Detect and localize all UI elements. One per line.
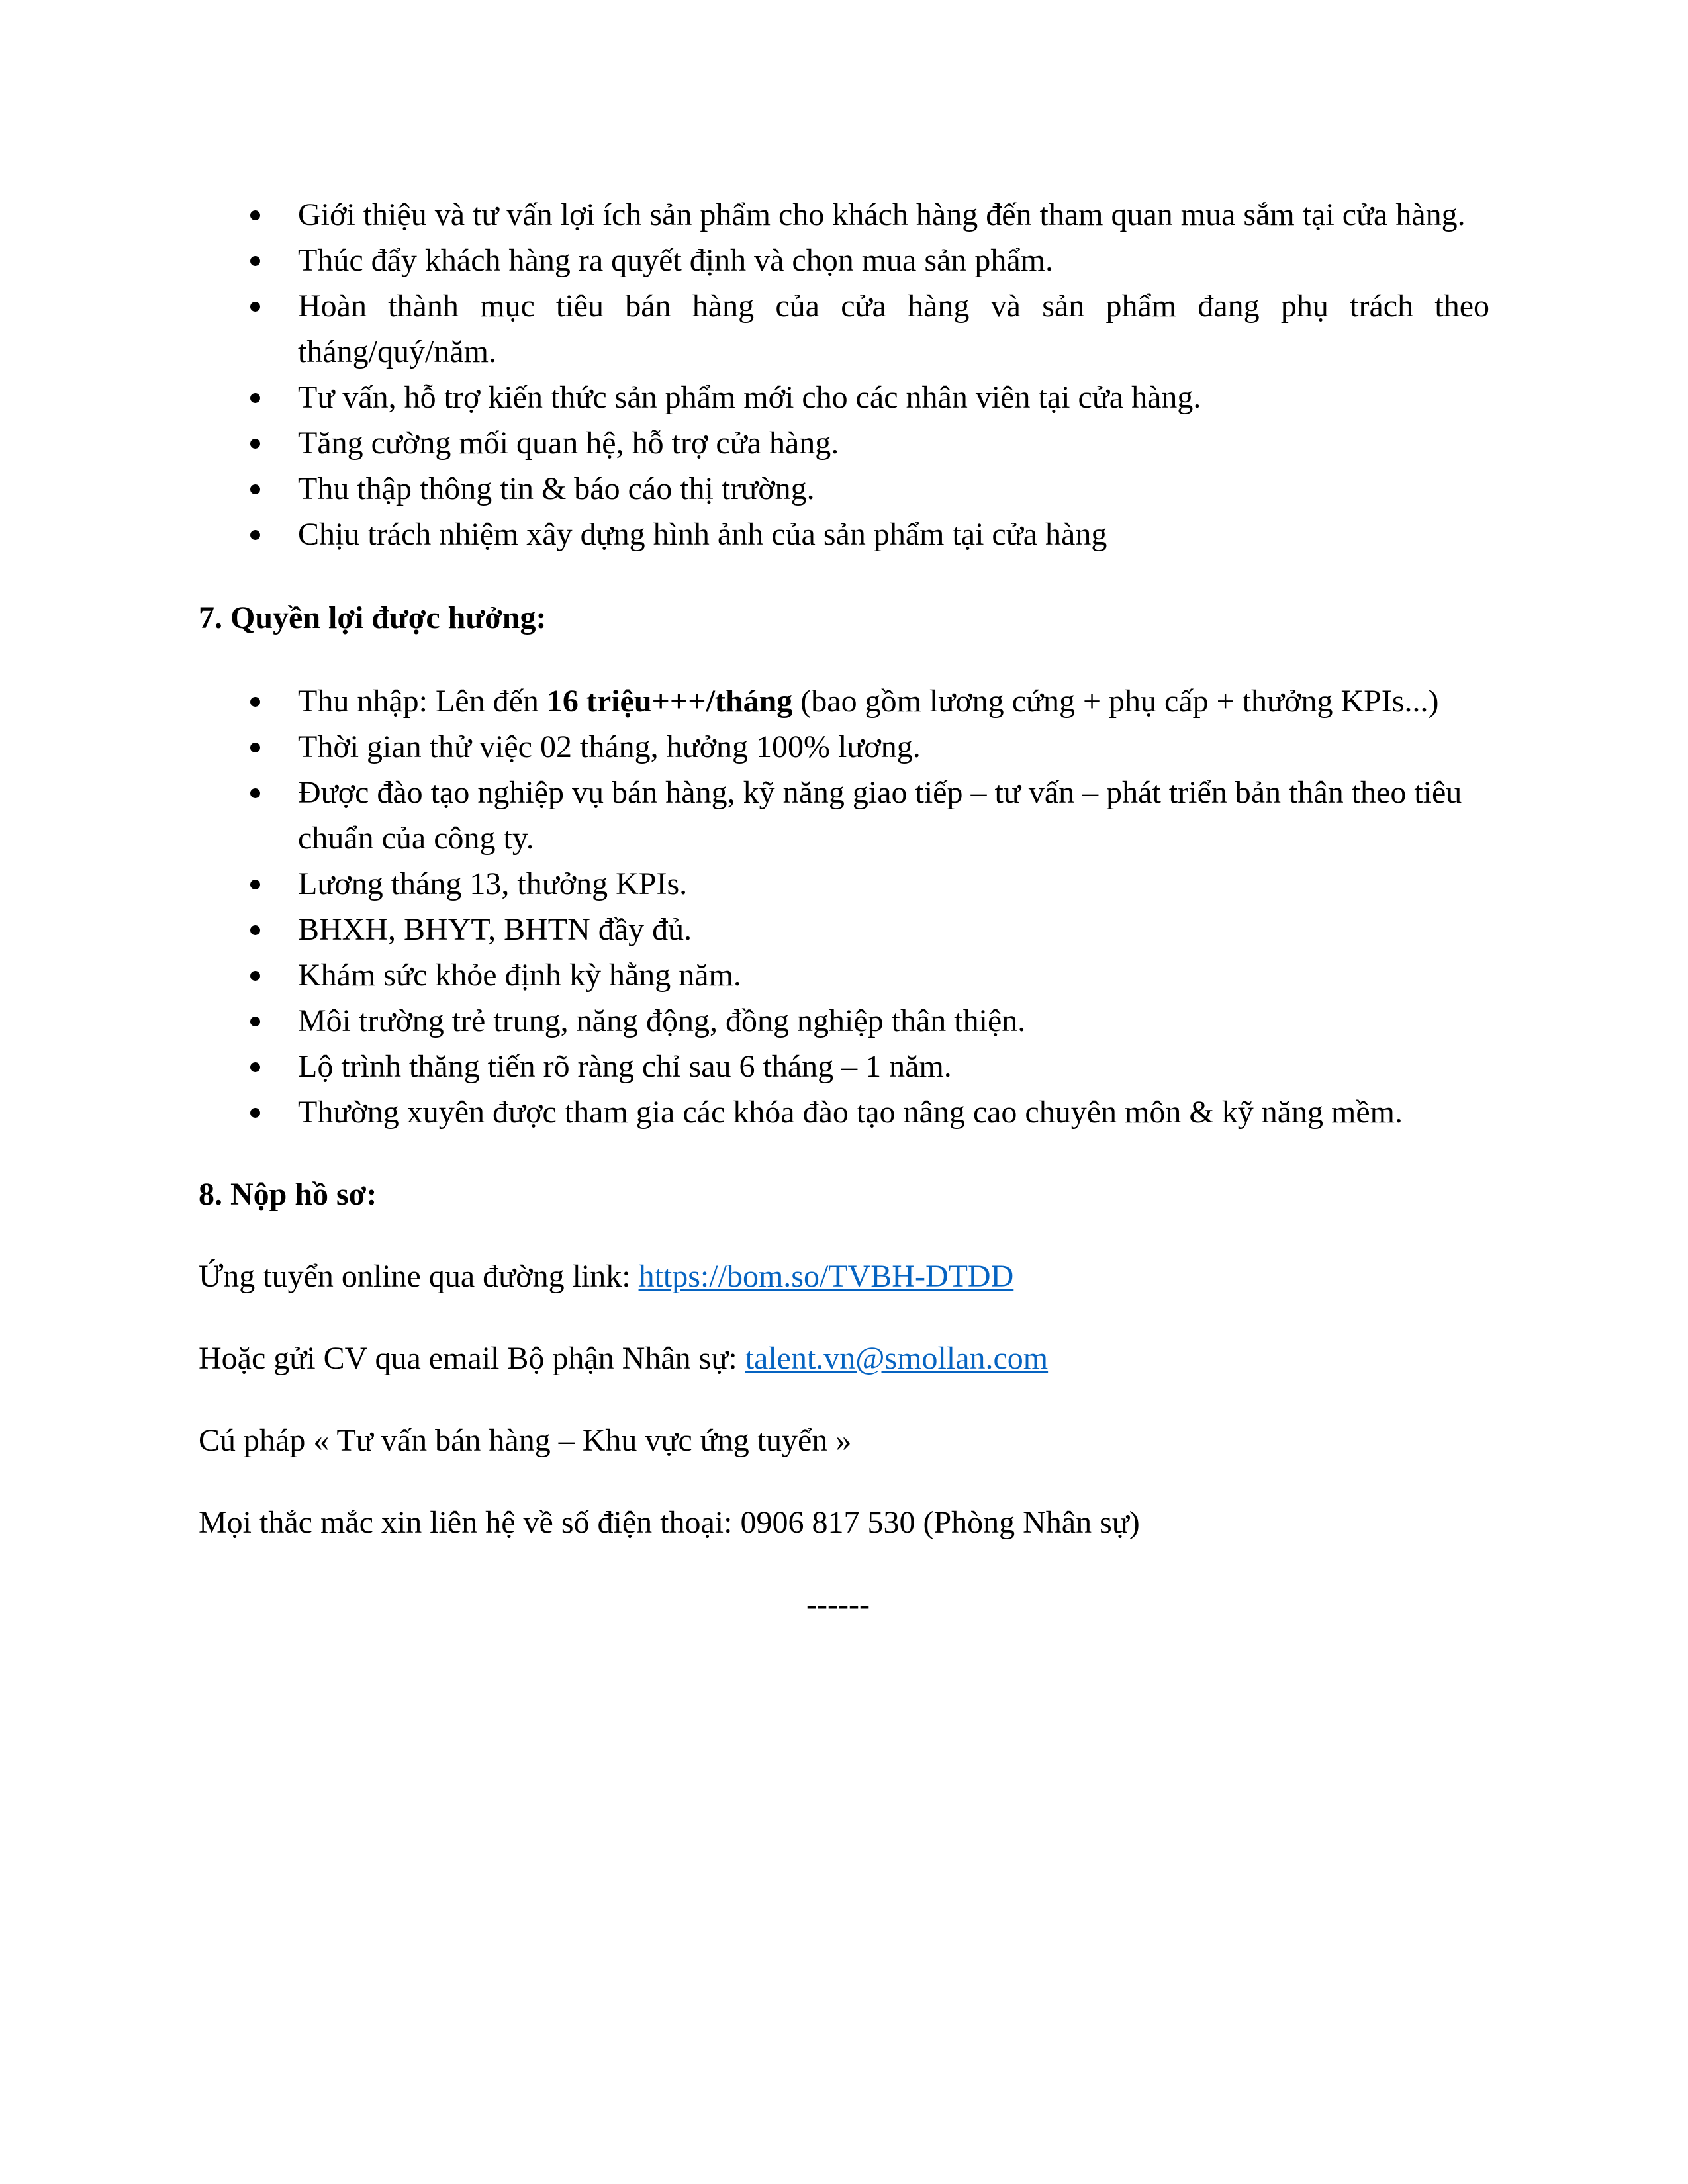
list-item: Tăng cường mối quan hệ, hỗ trợ cửa hàng. bbox=[199, 420, 1489, 466]
list-item: Giới thiệu và tư vấn lợi ích sản phẩm cho khách hàng đến tham quan mua sắm tại cửa hàng. bbox=[199, 192, 1489, 238]
bullet-icon bbox=[250, 880, 260, 889]
responsibilities-list bbox=[199, 192, 1489, 557]
application-syntax: Cú pháp « Tư vấn bán hàng – Khu vực ứng tuyển » bbox=[199, 1423, 852, 1458]
bullet-icon bbox=[250, 1017, 260, 1026]
bullet-icon bbox=[250, 302, 260, 312]
bullet-icon bbox=[250, 439, 260, 449]
bullet-icon bbox=[250, 484, 260, 494]
list-item: Thu thập thông tin & báo cáo thị trường. bbox=[199, 466, 1489, 512]
list-item: Thường xuyên được tham gia các khóa đào tạo nâng cao chuyên môn & kỹ năng mềm. bbox=[199, 1089, 1489, 1135]
income-highlight: 16 triệu+++/tháng bbox=[546, 684, 793, 719]
bullet-icon bbox=[250, 697, 260, 707]
list-item: Tư vấn, hỗ trợ kiến thức sản phẩm mới cho các nhân viên tại cửa hàng. bbox=[199, 375, 1489, 420]
divider: ------ bbox=[806, 1587, 870, 1622]
benefits-heading: 7. Quyền lợi được hưởng: bbox=[199, 600, 547, 635]
bullet-icon bbox=[250, 971, 260, 981]
bullet-icon bbox=[250, 788, 260, 798]
contact-phone: Mọi thắc mắc xin liên hệ về số điện thoại: 0906 817 530 (Phòng Nhân sự) bbox=[199, 1505, 1140, 1540]
list-item: Khám sức khỏe định kỳ hằng năm. bbox=[199, 952, 1489, 998]
income-prefix: Thu nhập: Lên đến bbox=[298, 684, 547, 719]
apply-online-link[interactable]: https://bom.so/TVBH-DTDD bbox=[638, 1259, 1014, 1294]
document-page bbox=[199, 192, 1489, 1627]
bullet-icon bbox=[250, 256, 260, 266]
list-item: Chịu trách nhiệm xây dựng hình ảnh của sản phẩm tại cửa hàng bbox=[199, 512, 1489, 557]
list-item: BHXH, BHYT, BHTN đầy đủ. bbox=[199, 907, 1489, 952]
list-item: Thời gian thử việc 02 tháng, hưởng 100% lương. bbox=[199, 724, 1489, 770]
income-suffix: (bao gồm lương cứng + phụ cấp + thưởng KPIs...) bbox=[792, 684, 1439, 719]
bullet-icon bbox=[250, 530, 260, 540]
list-item: Môi trường trẻ trung, năng động, đồng nghiệp thân thiện. bbox=[199, 998, 1489, 1044]
bullet-icon bbox=[250, 1062, 260, 1072]
apply-online-label: Ứng tuyển online qua đường link: bbox=[199, 1259, 639, 1294]
apply-online-line bbox=[199, 1253, 1489, 1299]
bullet-icon bbox=[250, 1108, 260, 1118]
benefits-list bbox=[199, 678, 1489, 1135]
list-item: Hoàn thành mục tiêu bán hàng của cửa hàng và sản phẩm đang phụ trách theo tháng/quý/năm. bbox=[199, 283, 1489, 375]
bullet-icon bbox=[250, 393, 260, 403]
list-item: Thúc đẩy khách hàng ra quyết định và chọn mua sản phẩm. bbox=[199, 238, 1489, 283]
list-item: Lộ trình thăng tiến rõ ràng chỉ sau 6 tháng – 1 năm. bbox=[199, 1044, 1489, 1089]
list-item-income bbox=[199, 678, 1489, 724]
list-item: Được đào tạo nghiệp vụ bán hàng, kỹ năng giao tiếp – tư vấn – phát triển bản thân theo tiêu chuẩn của công ty. bbox=[199, 770, 1489, 861]
hr-email-link[interactable]: talent.vn@smollan.com bbox=[745, 1341, 1049, 1376]
apply-email-line bbox=[199, 1336, 1489, 1381]
apply-email-label: Hoặc gửi CV qua email Bộ phận Nhân sự: bbox=[199, 1341, 745, 1376]
application-heading: 8. Nộp hồ sơ: bbox=[199, 1177, 377, 1212]
bullet-icon bbox=[250, 210, 260, 220]
list-item: Lương tháng 13, thưởng KPIs. bbox=[199, 861, 1489, 907]
bullet-icon bbox=[250, 925, 260, 935]
bullet-icon bbox=[250, 743, 260, 752]
